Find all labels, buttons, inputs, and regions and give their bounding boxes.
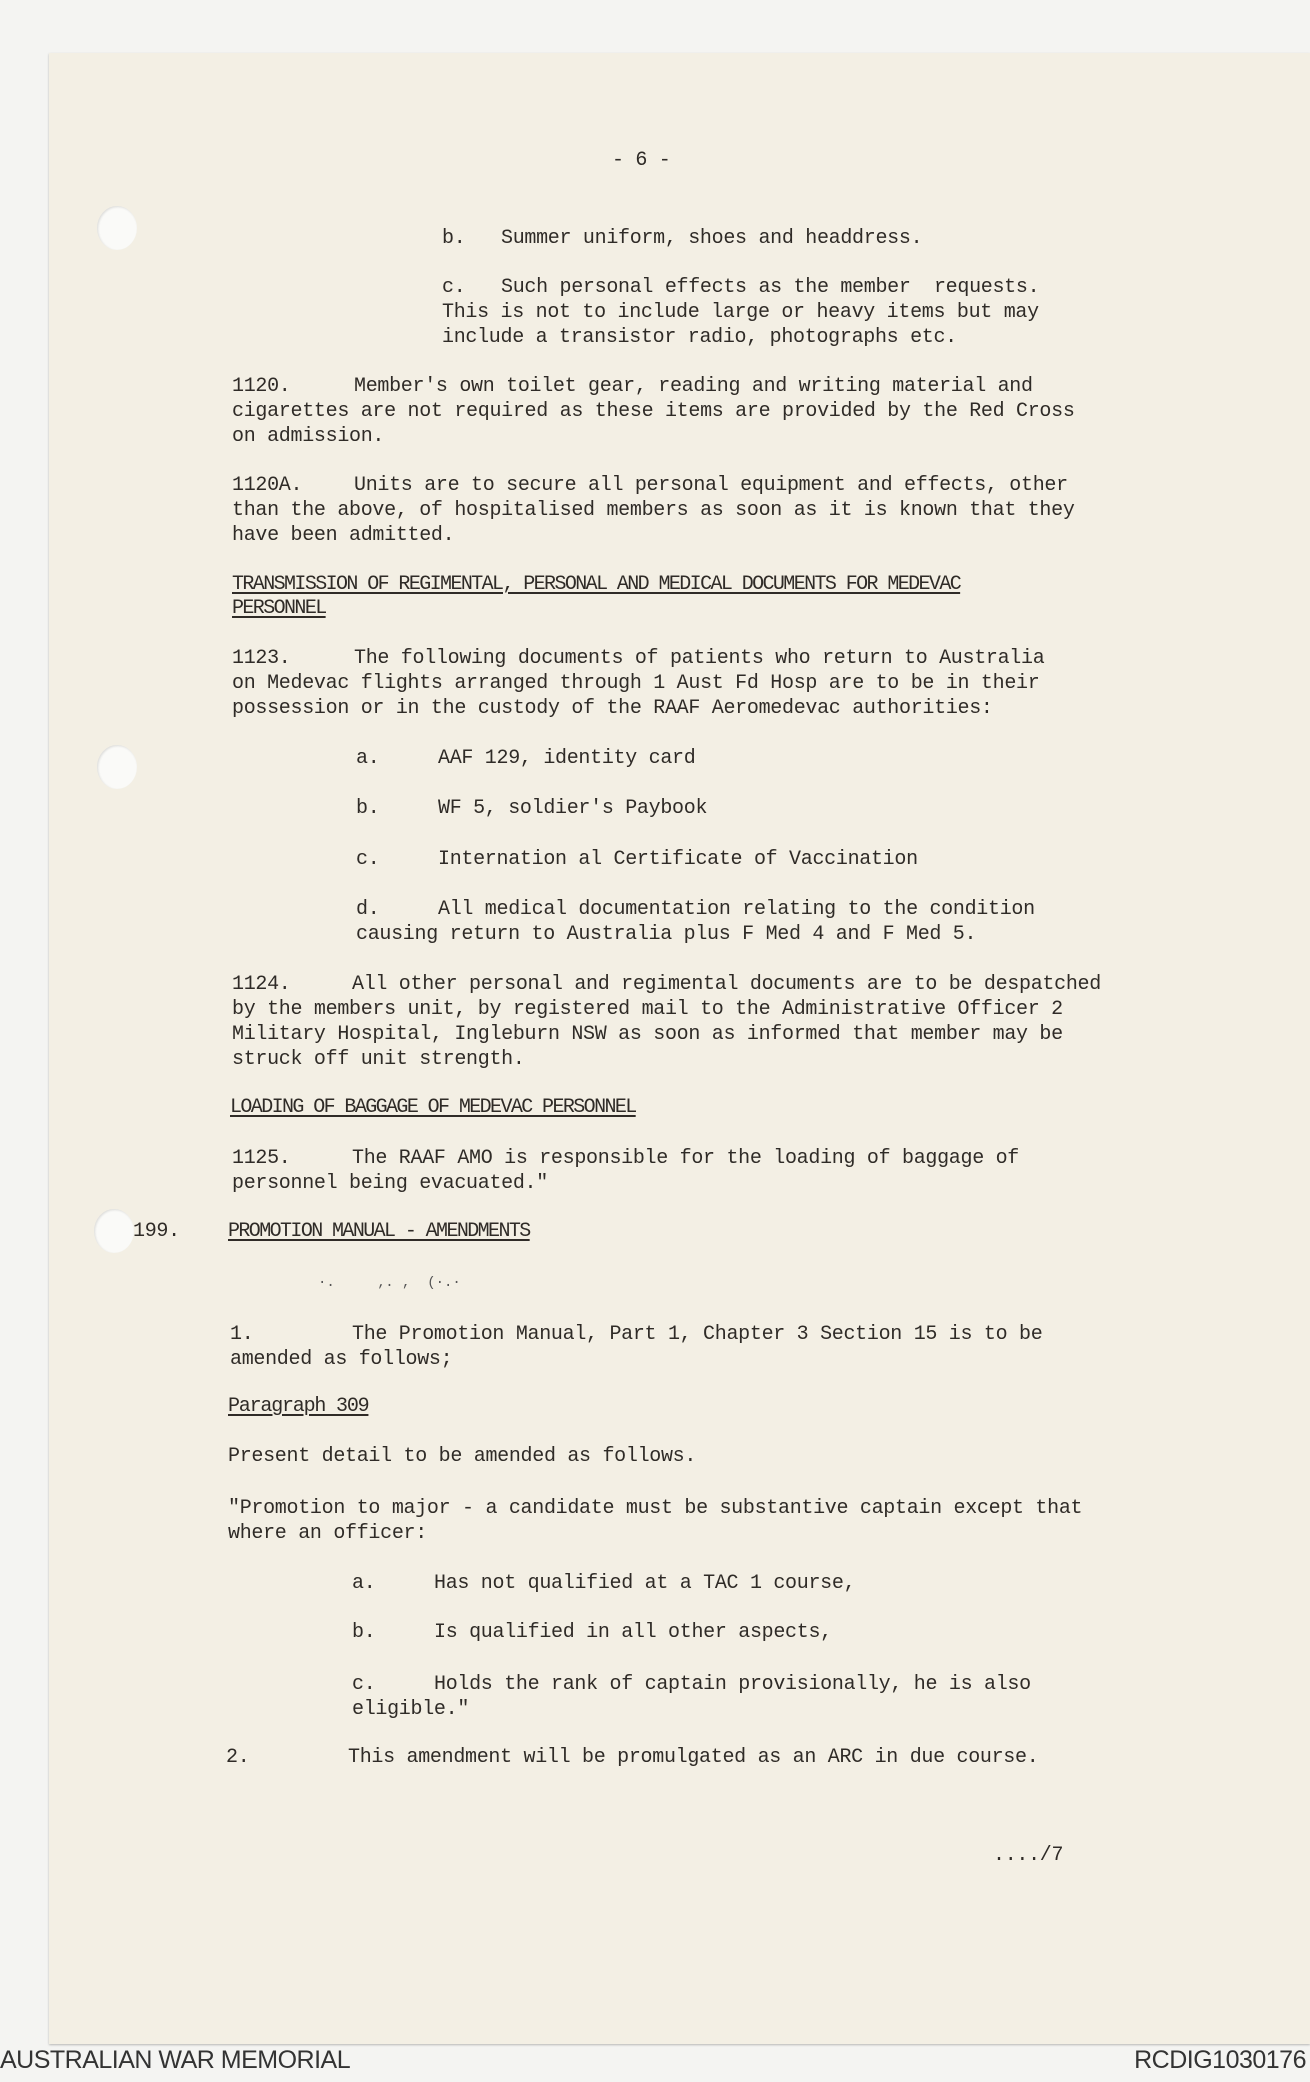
- list-item-text: AAF 129, identity card: [438, 747, 696, 770]
- paragraph-number: 1124.: [232, 973, 291, 996]
- paragraph-text: Present detail to be amended as follows.: [228, 1445, 697, 1468]
- paragraph-text: The RAAF AMO is responsible for the loading of baggage of: [352, 1147, 1020, 1170]
- section-heading: PERSONNEL: [232, 597, 326, 620]
- section-heading: LOADING OF BAGGAGE OF MEDEVAC PERSONNEL: [230, 1096, 636, 1119]
- paragraph-text: Units are to secure all personal equipment and effects, other: [354, 474, 1068, 497]
- list-item-text: Holds the rank of captain provisionally, he is also: [434, 1673, 1031, 1696]
- list-marker: d.: [356, 898, 380, 921]
- list-item-text: Has not qualified at a TAC 1 course,: [434, 1572, 856, 1595]
- paragraph-text: cigarettes are not required as these items are provided by the Red Cross: [232, 400, 1075, 423]
- list-marker: b.: [352, 1621, 376, 1644]
- paragraph-text: by the members unit, by registered mail to the Administrative Officer 2: [232, 998, 1063, 1021]
- ink-smudge: ·. ‚. , (·.·: [318, 1275, 461, 1291]
- section-heading: TRANSMISSION OF REGIMENTAL, PERSONAL AND MEDICAL DOCUMENTS FOR MEDEVAC: [232, 573, 961, 596]
- section-heading: PROMOTION MANUAL - AMENDMENTS: [228, 1220, 530, 1243]
- page-number: - 6 -: [612, 149, 671, 172]
- paragraph-text: have been admitted.: [232, 524, 455, 547]
- list-marker: a.: [356, 747, 380, 770]
- list-item-text: eligible.": [352, 1698, 470, 1721]
- punch-hole: [97, 745, 137, 789]
- subheading: Paragraph 309: [228, 1395, 369, 1418]
- paragraph-number: 1120.: [232, 375, 291, 398]
- paragraph-text: amended as follows;: [230, 1348, 453, 1371]
- list-item-text: include a transistor radio, photographs etc.: [442, 326, 957, 349]
- paragraph-text: The Promotion Manual, Part 1, Chapter 3 Section 15 is to be: [352, 1323, 1043, 1346]
- list-item-text: Such personal effects as the member requests.: [501, 276, 1040, 299]
- punch-hole: [94, 1209, 134, 1253]
- paragraph-text: struck off unit strength.: [232, 1048, 525, 1071]
- paragraph-number: 2.: [226, 1746, 250, 1769]
- paragraph-text: than the above, of hospitalised members as soon as it is known that they: [232, 499, 1075, 522]
- list-marker: c.: [352, 1673, 376, 1696]
- paragraph-number: 1123.: [232, 647, 291, 670]
- paragraph-text: This amendment will be promulgated as an ARC in due course.: [348, 1746, 1039, 1769]
- paragraph-text: possession or in the custody of the RAAF Aeromedevac authorities:: [232, 697, 993, 720]
- paragraph-text: Member's own toilet gear, reading and writing material and: [354, 375, 1033, 398]
- paragraph-text: The following documents of patients who return to Australia: [354, 647, 1045, 670]
- paragraph-number: 1.: [230, 1323, 254, 1346]
- paragraph-text: on Medevac flights arranged through 1 Aust Fd Hosp are to be in their: [232, 672, 1040, 695]
- list-item-text: All medical documentation relating to the condition: [438, 898, 1035, 921]
- paragraph-number: 1120A.: [232, 474, 303, 497]
- list-item-text: Internation al Certificate of Vaccination: [438, 848, 918, 871]
- section-number: 199.: [133, 1220, 180, 1243]
- list-item-text: causing return to Australia plus F Med 4 and F Med 5.: [356, 923, 977, 946]
- paragraph-text: All other personal and regimental documents are to be despatched: [352, 973, 1101, 996]
- paragraph-text: on admission.: [232, 425, 385, 448]
- list-marker: b.: [356, 797, 380, 820]
- quote-text: "Promotion to major - a candidate must be substantive captain except that: [228, 1497, 1083, 1520]
- footer-record-id: RCDIG1030176: [1134, 2046, 1306, 2074]
- list-item-text: Summer uniform, shoes and headdress.: [501, 227, 923, 250]
- quote-text: where an officer:: [228, 1522, 427, 1545]
- punch-hole: [97, 206, 137, 250]
- list-marker: a.: [352, 1572, 376, 1595]
- list-marker: b.: [442, 227, 466, 250]
- list-item-text: This is not to include large or heavy items but may: [442, 301, 1039, 324]
- paragraph-text: Military Hospital, Ingleburn NSW as soon as informed that member may be: [232, 1023, 1063, 1046]
- continuation-marker: ..../7: [993, 1844, 1064, 1867]
- list-marker: c.: [356, 848, 380, 871]
- list-item-text: WF 5, soldier's Paybook: [438, 797, 708, 820]
- list-item-text: Is qualified in all other aspects,: [434, 1621, 832, 1644]
- list-marker: c.: [442, 276, 466, 299]
- paragraph-number: 1125.: [232, 1147, 291, 1170]
- paragraph-text: personnel being evacuated.": [232, 1172, 548, 1195]
- footer-institution: AUSTRALIAN WAR MEMORIAL: [0, 2046, 351, 2074]
